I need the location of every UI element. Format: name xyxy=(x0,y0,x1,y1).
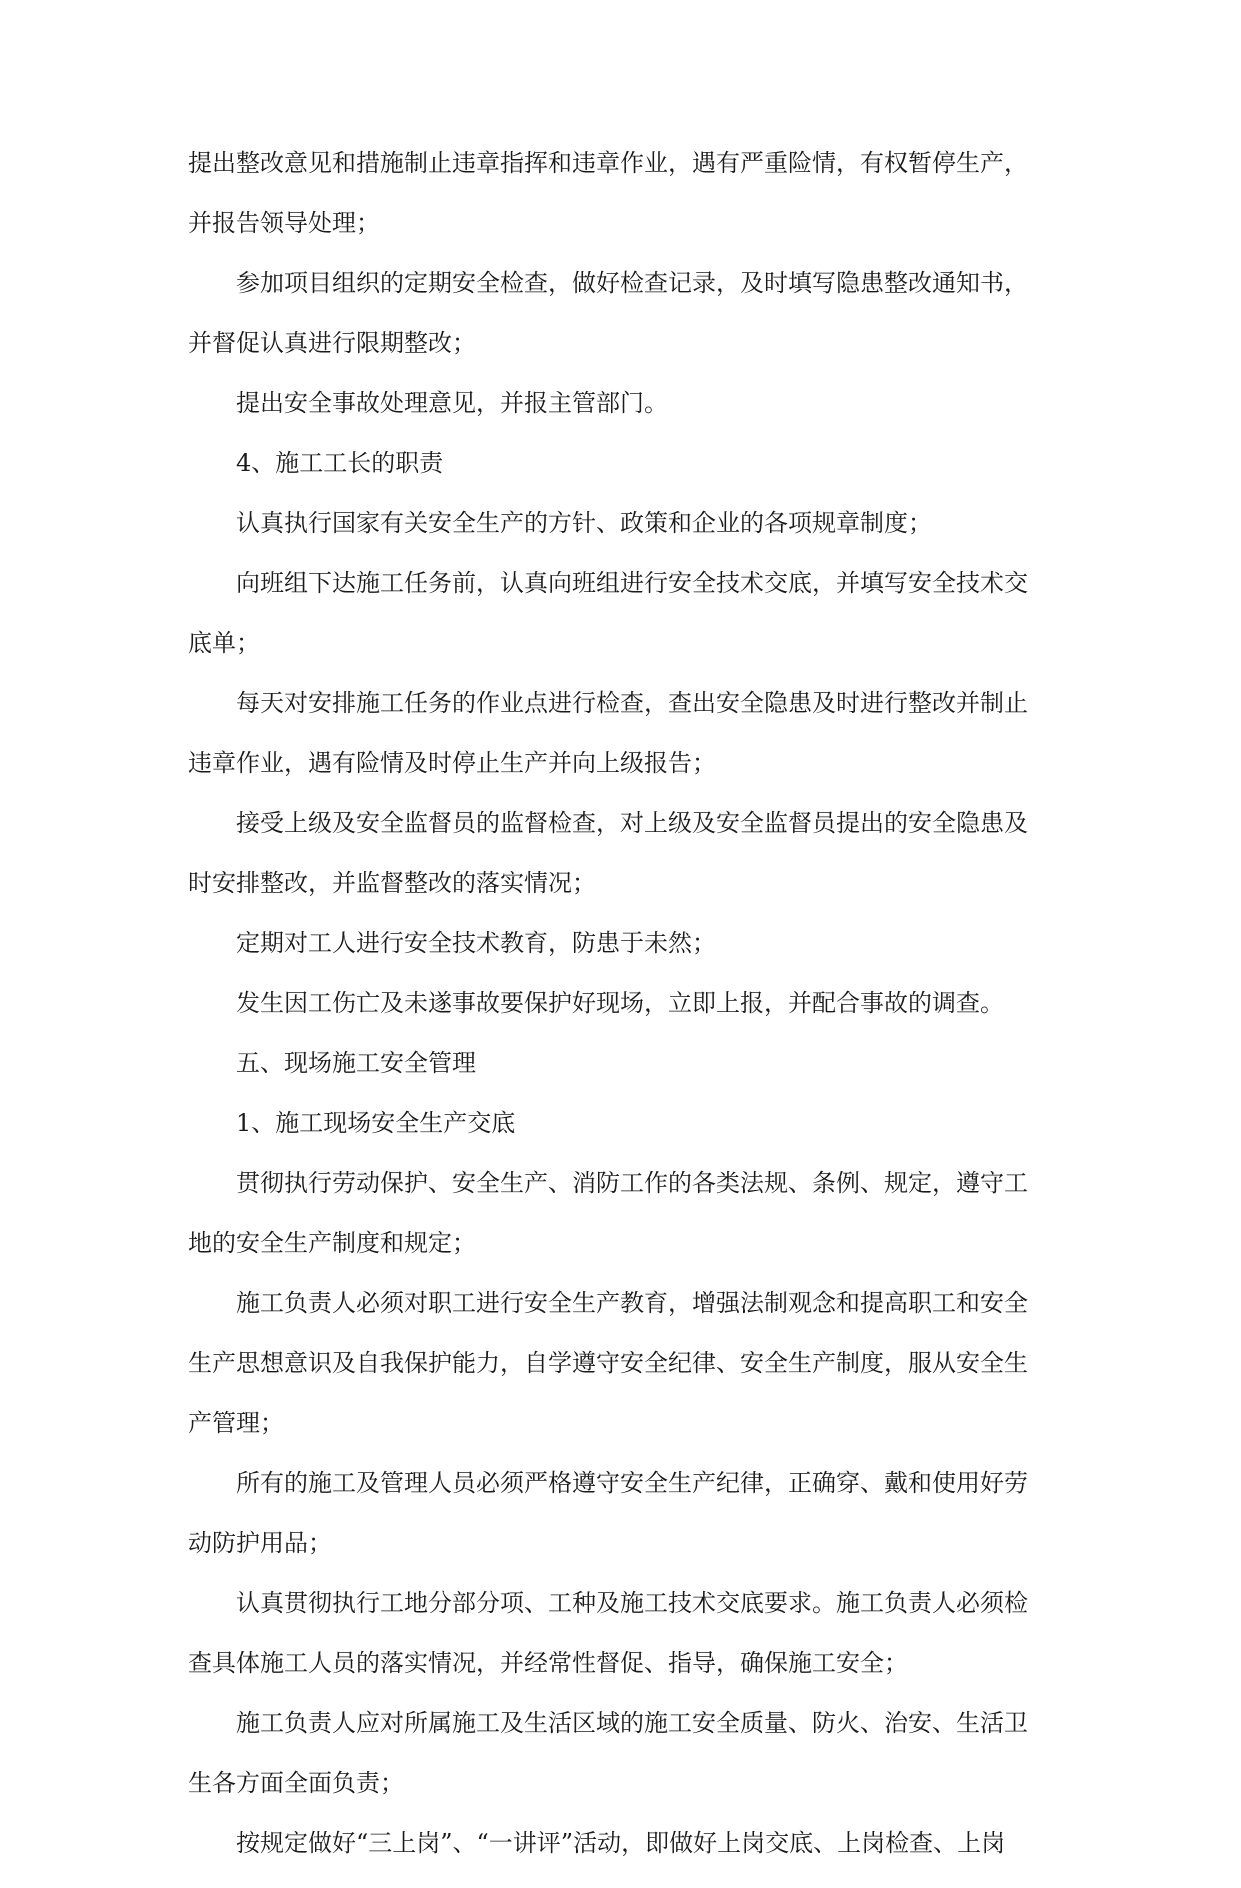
text-line: 施工负责人必须对职工进行安全生产教育，增强法制观念和提高职工和安全 xyxy=(236,1289,1028,1317)
section-heading: 1、施工现场安全生产交底 xyxy=(236,1109,516,1137)
text-line: 认真贯彻执行工地分部分项、工种及施工技术交底要求。施工负责人必须检 xyxy=(236,1589,1028,1617)
section-heading: 五、现场施工安全管理 xyxy=(236,1049,476,1077)
text-line: 按规定做好“三上岗”、“一讲评”活动，即做好上岗交底、上岗检查、上岗 xyxy=(236,1829,1006,1857)
document-page xyxy=(188,148,1056,1888)
text-line: 时安排整改，并监督整改的落实情况； xyxy=(188,869,596,897)
text-line: 贯彻执行劳动保护、安全生产、消防工作的各类法规、条例、规定，遵守工 xyxy=(236,1169,1028,1197)
text-line: 每天对安排施工任务的作业点进行检查，查出安全隐患及时进行整改并制止 xyxy=(236,689,1028,717)
text-line: 向班组下达施工任务前，认真向班组进行安全技术交底，并填写安全技术交 xyxy=(236,569,1028,597)
text-line: 所有的施工及管理人员必须严格遵守安全生产纪律，正确穿、戴和使用好劳 xyxy=(236,1469,1028,1497)
text-line: 并报告领导处理； xyxy=(188,209,380,237)
text-line: 生各方面全面负责； xyxy=(188,1769,404,1797)
text-line: 动防护用品； xyxy=(188,1529,332,1557)
text-line: 地的安全生产制度和规定； xyxy=(188,1229,476,1257)
text-line: 接受上级及安全监督员的监督检查，对上级及安全监督员提出的安全隐患及 xyxy=(236,809,1028,837)
text-line: 参加项目组织的定期安全检查，做好检查记录，及时填写隐患整改通知书， xyxy=(236,269,1028,297)
text-line: 查具体施工人员的落实情况，并经常性督促、指导，确保施工安全； xyxy=(188,1649,908,1677)
text-line: 定期对工人进行安全技术教育，防患于未然； xyxy=(236,929,716,957)
text-line: 违章作业，遇有险情及时停止生产并向上级报告； xyxy=(188,749,716,777)
text-line: 并督促认真进行限期整改； xyxy=(188,329,476,357)
text-line: 产管理； xyxy=(188,1409,284,1437)
text-line: 施工负责人应对所属施工及生活区域的施工安全质量、防火、治安、生活卫 xyxy=(236,1709,1028,1737)
text-line: 发生因工伤亡及未遂事故要保护好现场，立即上报，并配合事故的调查。 xyxy=(236,989,1004,1017)
text-line: 提出整改意见和措施制止违章指挥和违章作业，遇有严重险情，有权暂停生产， xyxy=(188,149,1028,177)
text-line: 认真执行国家有关安全生产的方针、政策和企业的各项规章制度； xyxy=(236,509,932,537)
section-heading: 4、施工工长的职责 xyxy=(236,449,444,477)
text-line: 提出安全事故处理意见，并报主管部门。 xyxy=(236,389,668,417)
text-line: 生产思想意识及自我保护能力，自学遵守安全纪律、安全生产制度，服从安全生 xyxy=(188,1349,1028,1377)
text-line: 底单； xyxy=(188,629,260,657)
